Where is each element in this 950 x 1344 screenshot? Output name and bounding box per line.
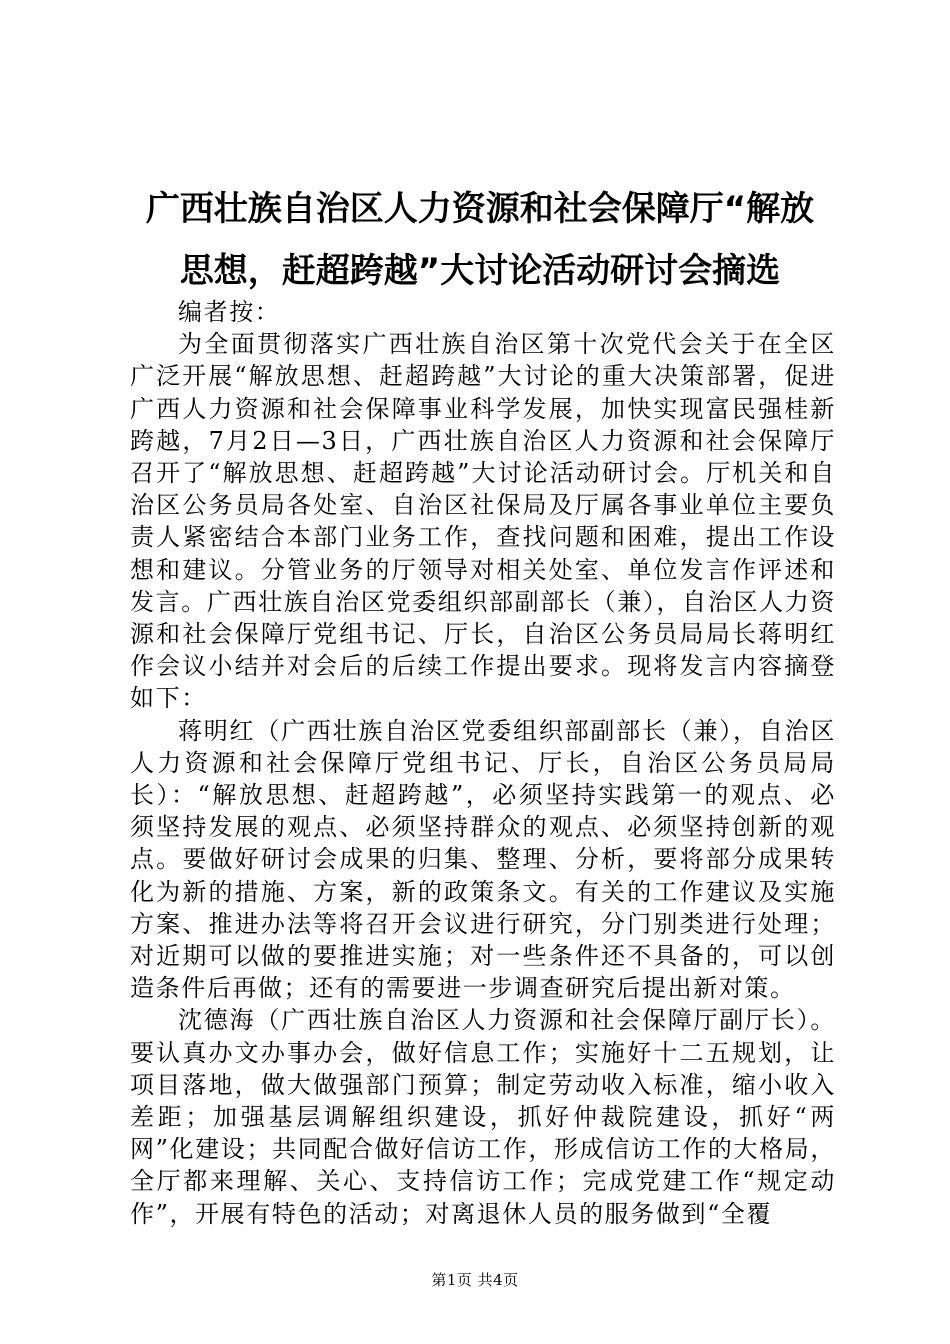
paragraph-jiang-minghong: 蒋明红（广西壮族自治区党委组织部副部长（兼），自治区人力资源和社会保障厅党组书记、厅长，自治区公务员局局长）：“解放思想、赶超跨越”，必须坚持实践第一的观点、必须坚持发展的观点、必须坚持群众的观点、必须坚持创新的观点。要做好研讨会成果的归集、整理、分析，要将部分成果转化为新的措施、方案，新的政策条文。有关的工作建议及实施方案、推进办法等将召开会议进行研究，分门别类进行处理；对近期可以做的要推进实施；对一些条件还不具备的，可以创造条件后再做；还有的需要进一步调查研究后提出新对策。 bbox=[130, 716, 836, 1003]
title-line-1: 广西壮族自治区人力资源和社会保障厅“解放 bbox=[145, 189, 815, 229]
page-number-footer: 第1页 共4页 bbox=[431, 1271, 519, 1289]
document-body bbox=[130, 296, 836, 1230]
document-title bbox=[120, 178, 840, 302]
paragraph-shen-dehai: 沈德海（广西壮族自治区人力资源和社会保障厅副厅长）。要认真办文办事办会，做好信息工作；实施好十二五规划，让项目落地，做大做强部门预算；制定劳动收入标准，缩小收入差距；加强基层调解组织建设，抓好仲裁院建设，抓好“两网”化建设；共同配合做好信访工作，形成信访工作的大格局，全厅都来理解、关心、支持信访工作；完成党建工作“规定动作”，开展有特色的活动；对离退休人员的服务做到“全覆 bbox=[130, 1006, 836, 1228]
title-line-2: 思想，赶超跨越”大讨论活动研讨会摘选 bbox=[179, 251, 781, 291]
editor-note-label: 编者按： bbox=[178, 298, 281, 326]
paragraph-intro: 为全面贯彻落实广西壮族自治区第十次党代会关于在全区广泛开展“解放思想、赶超跨越”大讨论的重大决策部署，促进广西人力资源和社会保障事业科学发展，加快实现富民强桂新跨越，7月2日—3日，广西壮族自治区人力资源和社会保障厅召开了“解放思想、赶超跨越”大讨论活动研讨会。厅机关和自治区公务员局各处室、自治区社保局及厅属各事业单位主要负责人紧密结合本部门业务工作，查找问题和困难，提出工作设想和建议。分管业务的厅领导对相关处室、单位发言作评述和发言。广西壮族自治区党委组织部副部长（兼），自治区人力资源和社会保障厅党组书记、厅长，自治区公务员局局长蒋明红作会议小结并对会后的后续工作提出要求。现将发言内容摘登如下： bbox=[130, 330, 836, 713]
